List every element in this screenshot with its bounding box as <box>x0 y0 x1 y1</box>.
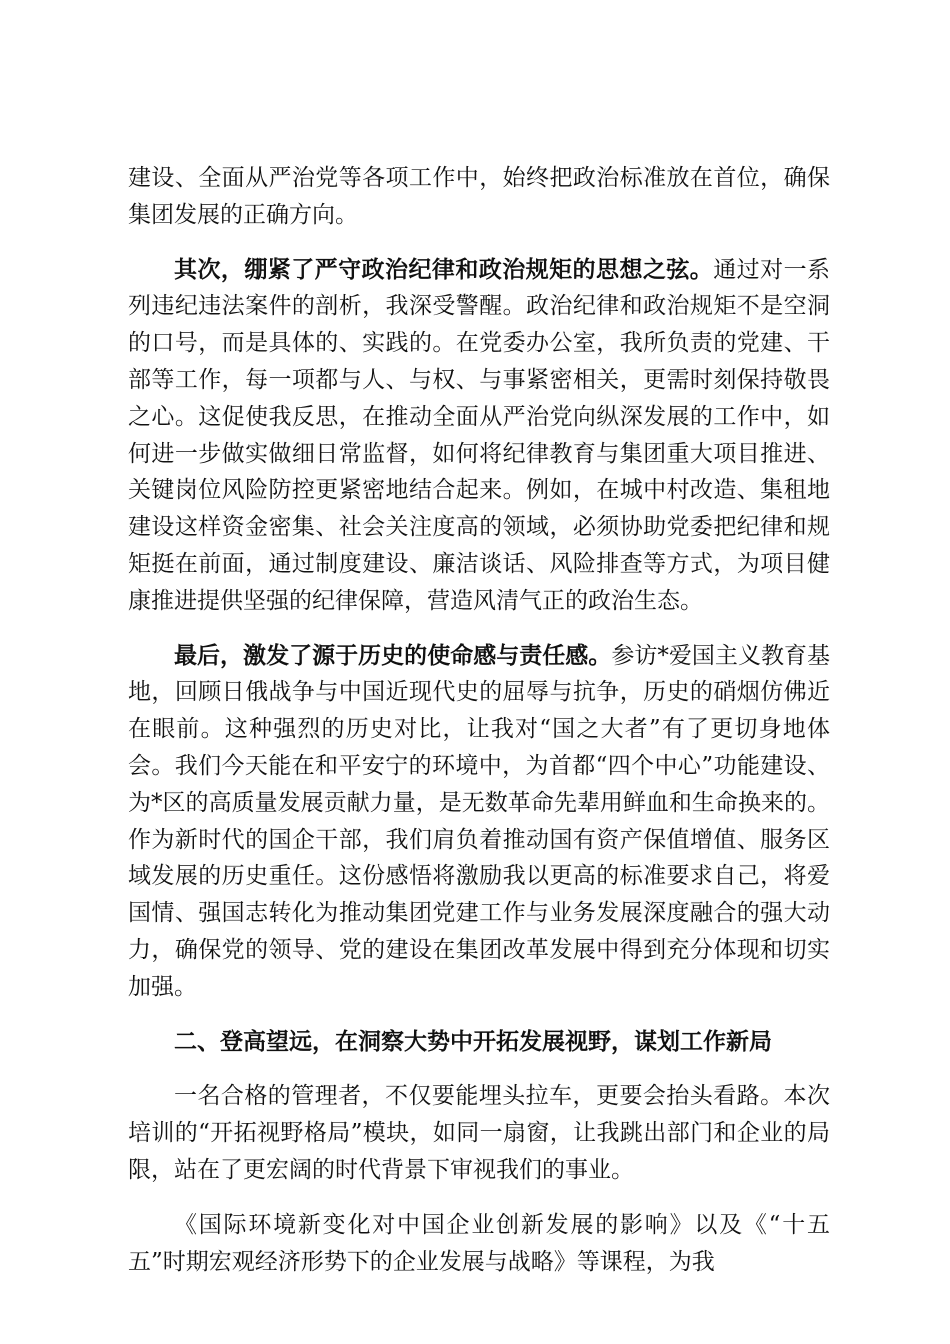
paragraph-lead-discipline: 其次，绷紧了严守政治纪律和政治规矩的思想之弦。 <box>174 256 714 283</box>
paragraph-courses: 《国际环境新变化对中国企业创新发展的影响》以及《“十五五”时期宏观经济形势下的企业发展与战略》等课程，为我 <box>128 1211 830 1275</box>
section-heading-two: 二、登高望远，在洞察大势中开拓发展视野，谋划工作新局 <box>174 1028 772 1055</box>
paragraph-body-mission: 参访*爱国主义教育基地，回顾日俄战争与中国近现代史的屈辱与抗争，历史的硝烟仿佛近在眼前。这种强烈的历史对比，让我对“国之大者”有了更切身地体会。我们今天能在和平安宁的环境中，为首都“四个中心”功能建设、为*区的高质量发展贡献力量，是无数革命先辈用鲜血和生命换来的。作为新时代的国企干部，我们肩负着推动国有资产保值增值、服务区域发展的历史重任。这份感悟将激励我以更高的标准要求自己，将爱国情、强国志转化为推动集团党建工作与业务发展深度融合的强大动力，确保党的领导、党的建设在集团改革发展中得到充分体现和切实加强。 <box>128 642 831 1000</box>
paragraph-continuation: 建设、全面从严治党等各项工作中，始终把政治标准放在首位，确保集团发展的正确方向。 <box>128 165 830 228</box>
paragraph-manager-vision: 一名合格的管理者，不仅要能埋头拉车，更要会抬头看路。本次培训的“开拓视野格局”模块，如同一扇窗，让我跳出部门和企业的局限，站在了更宏阔的时代背景下审视我们的事业。 <box>128 1083 830 1183</box>
paragraph-lead-mission: 最后，激发了源于历史的使命感与责任感。 <box>174 642 612 669</box>
paragraph-body-discipline: 通过对一系列违纪违法案件的剖析，我深受警醒。政治纪律和政治规矩不是空洞的口号，而是具体的、实践的。在党委办公室，我所负责的党建、干部等工作，每一项都与人、与权、与事紧密相关，更需时刻保持敬畏之心。这促使我反思，在推动全面从严治党向纵深发展的工作中，如何进一步做实做细日常监督，如何将纪律教育与集团重大项目推进、关键岗位风险防控更紧密地结合起来。例如，在城中村改造、集租地建设这样资金密集、社会关注度高的领域，必须协助党委把纪律和规矩挺在前面，通过制度建设、廉洁谈话、风险排查等方式，为项目健康推进提供坚强的纪律保障，营造风清气正的政治生态。 <box>128 256 831 614</box>
paragraph-political-discipline <box>128 252 830 620</box>
paragraph-historical-mission <box>128 638 830 1006</box>
document-body <box>128 160 830 1298</box>
